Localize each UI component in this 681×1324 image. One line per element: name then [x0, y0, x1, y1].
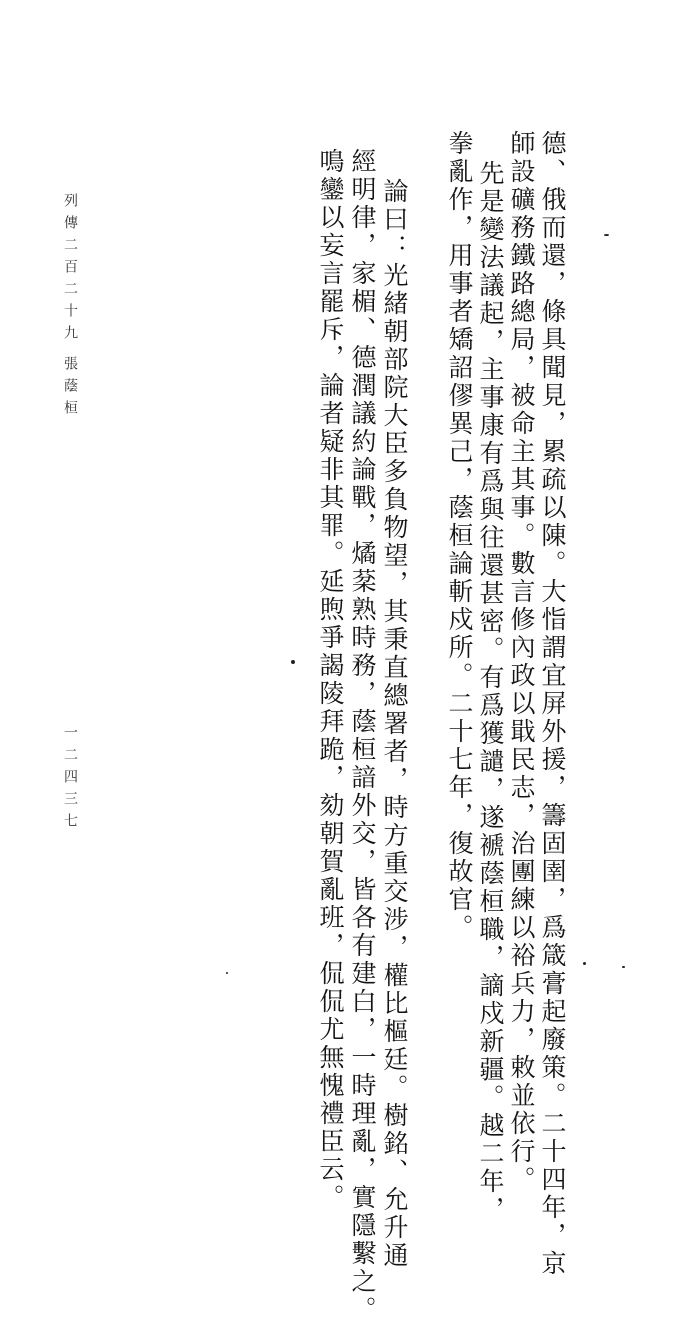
text-column-1: 德、俄而還，條具聞見，累疏以陳。大恉謂宜屏外援，籌固圉，爲箴膏起廢策。二十四年，京 [538, 130, 567, 1278]
text-column-5: 論曰：光緒朝部院大臣多負物望，其秉直總署者，時方重交涉，權比樞廷。樹銘、允升通 [380, 178, 409, 1270]
ink-speck [604, 234, 609, 236]
text-column-2: 師設礦務鐵路總局，被命主其事。數言修內政以戢民志，治團練以裕兵力，敕並依行。 [507, 130, 536, 1194]
text-column-6: 經明律，家楣、德潤議約論戰，燏棻熟時務，蔭桓諳外交，皆各有建白，一時理亂，實隱繫之。 [348, 148, 377, 1324]
text-column-7: 鳴鑾以妄言罷斥，論者疑非其罪。延煦爭謁陵拜跪，劾朝賀亂班，侃侃尤無愧禮臣云。 [316, 148, 345, 1212]
margin-chapter-title: 列傳二百二十九 [62, 193, 78, 347]
ink-speck [622, 966, 625, 968]
ink-speck [226, 972, 228, 974]
ink-speck [583, 962, 586, 965]
ink-speck [291, 660, 295, 664]
text-column-4: 拳亂作，用事者矯詔僇異己，蔭桓論斬戍所。二十七年，復故官。 [445, 130, 474, 942]
text-column-3: 先是變法議起，主事康有爲與往還甚密。有爲獲譴，遂褫蔭桓職，謫戍新疆。越二年， [476, 160, 505, 1224]
margin-page-number: 一二四三七 [62, 725, 78, 835]
margin-person-name: 張蔭桓 [62, 356, 78, 422]
